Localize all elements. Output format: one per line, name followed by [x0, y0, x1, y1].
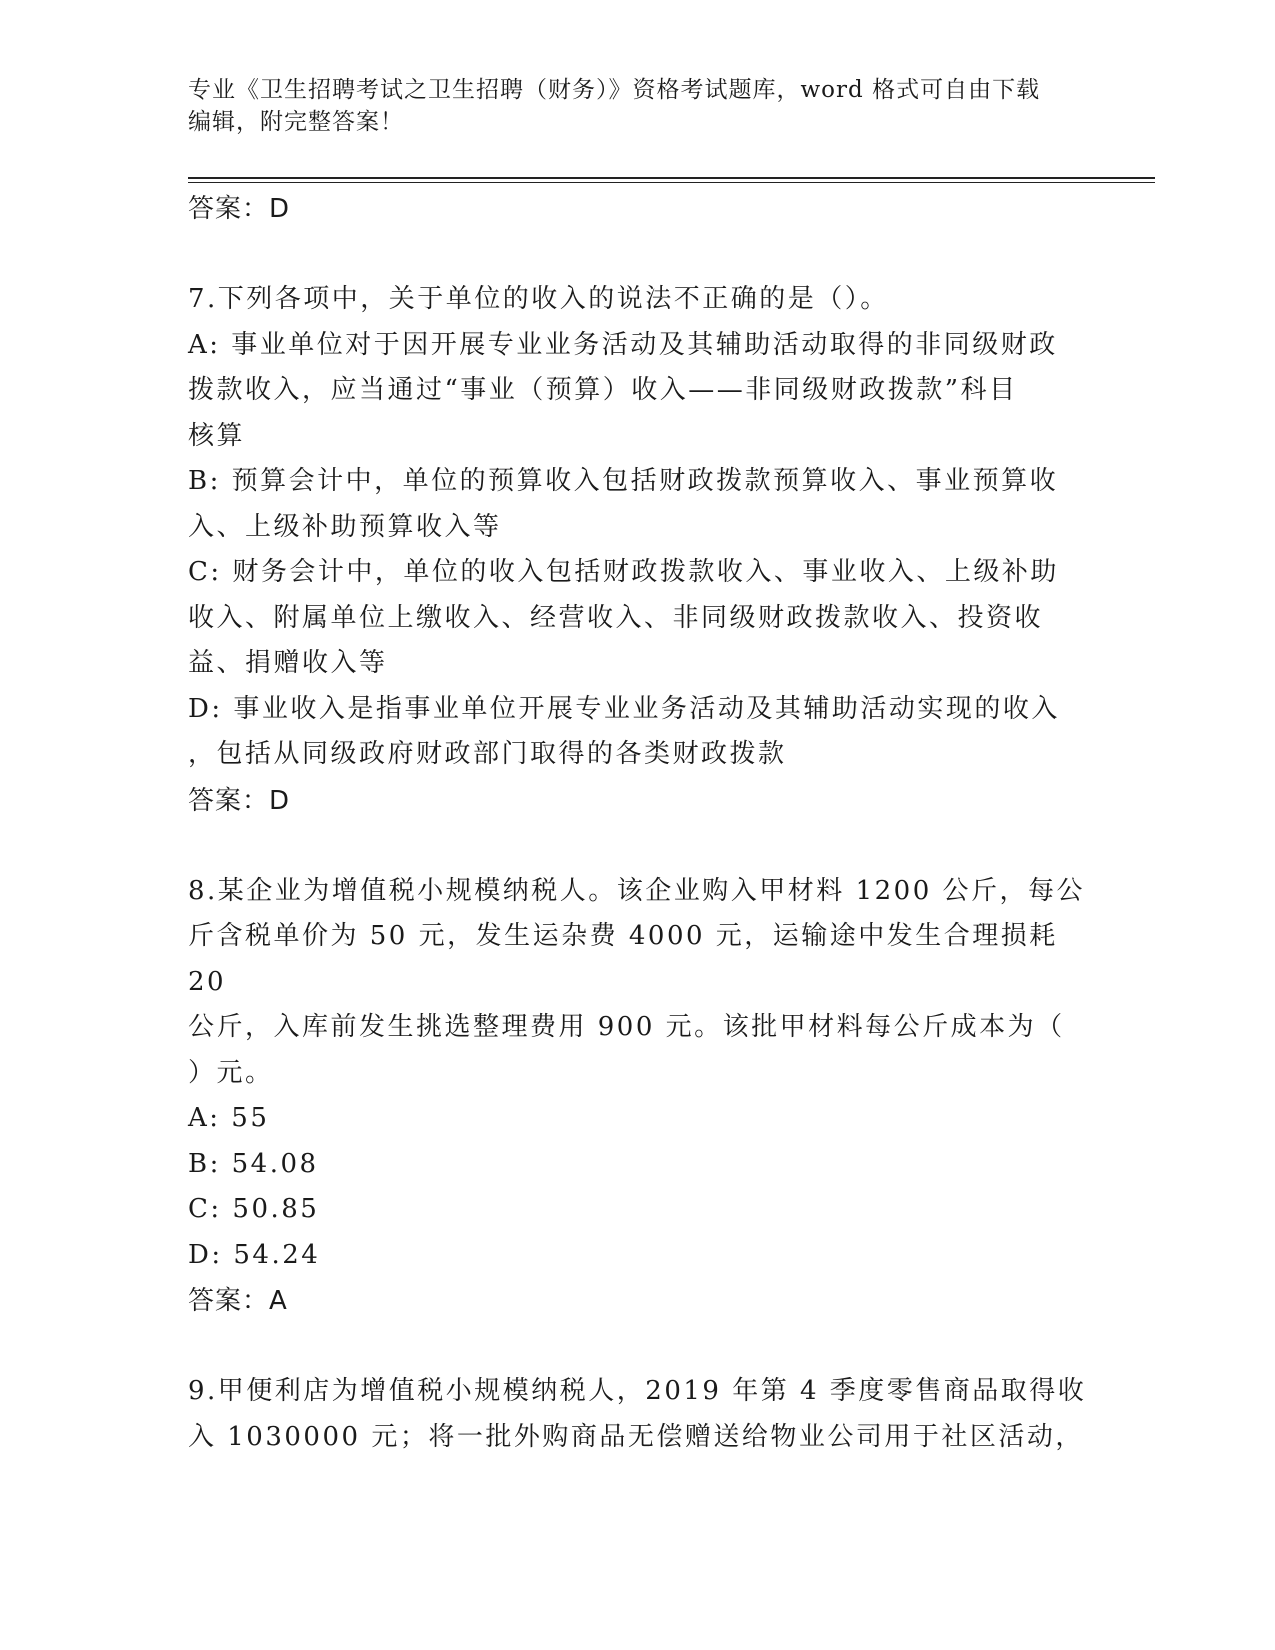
question-7	[188, 277, 1088, 824]
question-9	[188, 1369, 1088, 1460]
question-8-option-d: D: 54.24	[188, 1239, 321, 1270]
question-8-option-c: C: 50.85	[188, 1194, 320, 1224]
question-8-text-line: 公斤，入库前发生挑选整理费用 900 元。该批甲材料每公斤成本为（	[188, 1012, 1065, 1042]
question-8-text-line: 斤含税单价为 50 元，发生运杂费 4000 元，运输途中发生合理损耗 20	[188, 921, 1058, 997]
option-line: 收入、附属单位上缴收入、经营收入、非同级财政拨款收入、投资收	[188, 602, 1044, 633]
document-header	[188, 74, 1088, 138]
option-line: D: 事业收入是指事业单位开展专业业务活动及其辅助活动实现的收入	[188, 693, 1060, 724]
option-line: B: 预算会计中，单位的预算收入包括财政拨款预算收入、事业预算收	[188, 466, 1059, 496]
question-7-option-a	[188, 323, 1088, 460]
question-8-option-a: A: 55	[188, 1103, 270, 1133]
question-8	[188, 869, 1088, 1325]
question-7-option-b	[188, 459, 1088, 550]
question-8-text-line: 8.某企业为增值税小规模纳税人。该企业购入甲材料 1200 公斤，每公	[188, 875, 1086, 906]
question-7-answer: 答案：D	[188, 785, 291, 816]
option-line: C: 财务会计中，单位的收入包括财政拨款收入、事业收入、上级补助	[188, 557, 1059, 587]
question-9-text-line: 入 1030000 元；将一批外购商品无偿赠送给物业公司用于社区活动，	[188, 1421, 1084, 1452]
option-line: ，包括从同级政府财政部门取得的各类财政拨款	[188, 739, 787, 769]
option-line: 核算	[188, 420, 246, 451]
prev-question-answer: 答案：D	[188, 194, 291, 224]
header-line-2: 编辑，附完整答案！	[188, 109, 404, 135]
question-8-text-line: ）元。	[188, 1057, 274, 1088]
spacer	[188, 232, 1088, 277]
question-8-option-b: B: 54.08	[188, 1148, 319, 1179]
question-7-option-c	[188, 550, 1088, 687]
option-line: A: 事业单位对于因开展专业业务活动及其辅助活动取得的非同级财政	[188, 329, 1058, 360]
header-rule-thick	[188, 177, 1155, 179]
question-7-text: 7.下列各项中，关于单位的收入的说法不正确的是（）。	[188, 284, 889, 314]
option-line: 益、捐赠收入等	[188, 648, 388, 678]
spacer	[188, 1324, 1088, 1369]
document-body	[188, 186, 1088, 1460]
option-line: 拨款收入，应当通过“事业（预算）收入——非同级财政拨款”科目	[188, 375, 1018, 405]
question-8-answer: 答案：A	[188, 1286, 288, 1316]
header-rule-thin	[188, 182, 1155, 183]
question-7-option-d	[188, 687, 1088, 778]
spacer	[188, 824, 1088, 869]
question-9-text-line: 9.甲便利店为增值税小规模纳税人，2019 年第 4 季度零售商品取得收	[188, 1376, 1087, 1406]
option-line: 入、上级补助预算收入等	[188, 511, 502, 542]
header-line-1: 专业《卫生招聘考试之卫生招聘（财务）》资格考试题库，word 格式可自由下载	[188, 77, 1041, 103]
